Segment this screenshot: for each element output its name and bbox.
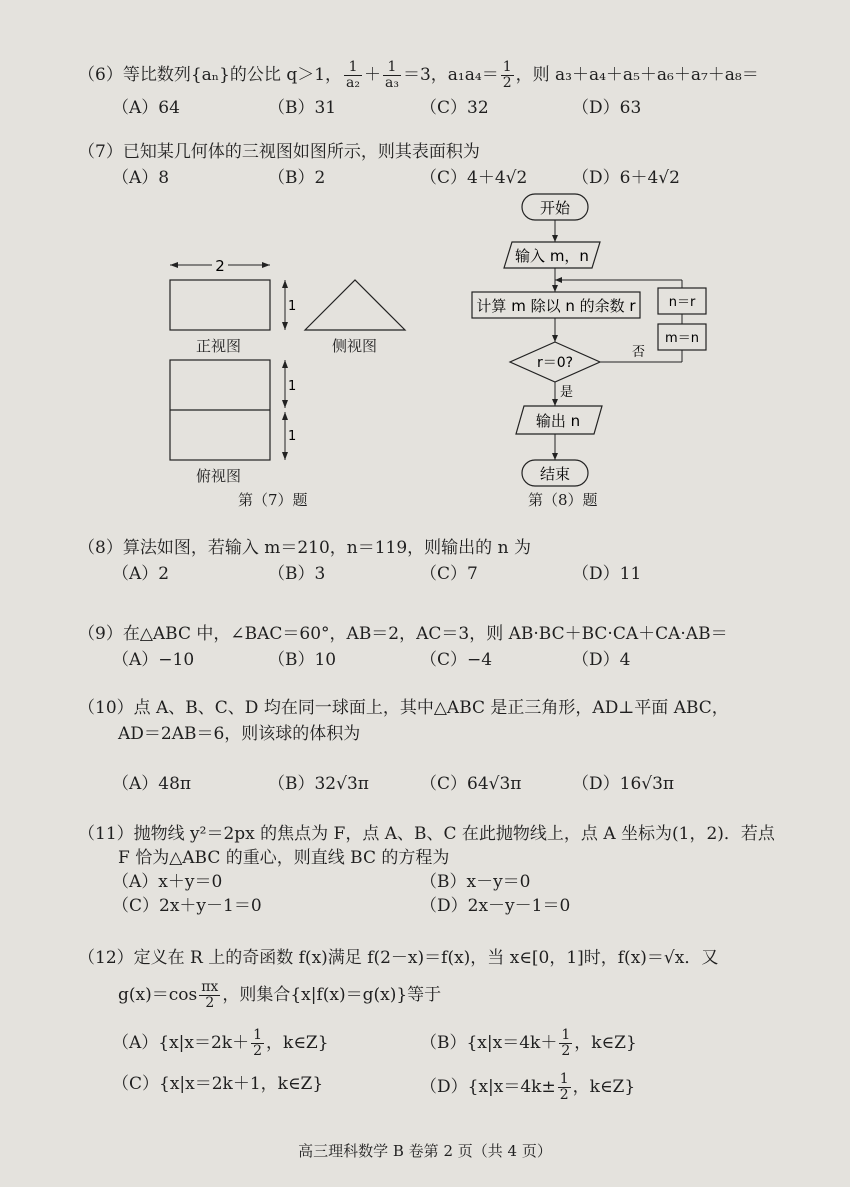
- q10-option-c: （C）64√3π: [420, 774, 522, 794]
- q9-option-d: （D）4: [572, 650, 631, 670]
- q6-frac2: $\frac{1}{\text{a₃}}$: [385, 59, 399, 91]
- q6-suffix: ，则 a₃＋a₄＋a₅＋a₆＋a₇＋a₈＝: [515, 65, 759, 85]
- fc-m-eq-n-text: m＝n: [665, 331, 699, 346]
- fc-end-text: 结束: [539, 465, 571, 483]
- q7-option-b: （B）2: [268, 168, 326, 188]
- q11-option-a: （A）x＋y＝0: [112, 872, 223, 892]
- q12-option-c: （C）{x|x＝2k＋1，k∈Z}: [112, 1074, 324, 1094]
- q7-option-c: （C）4＋4√2: [420, 168, 528, 188]
- q6-frac3: $\frac{1}{2}$: [502, 59, 512, 91]
- flowchart: [460, 190, 720, 520]
- question-9: （9）在△ABC 中，∠BAC＝60°，AB＝2，AC＝3，则 AB·BC＋BC·CA＋CA·AB＝: [78, 624, 728, 644]
- question-10-line2: AD＝2AB＝6，则该球的体积为: [118, 724, 361, 744]
- fc-yes-label: 是: [560, 385, 574, 400]
- dim-arrow-left: [170, 262, 178, 268]
- q7-option-a: （A）8: [112, 168, 170, 188]
- dim-1b-label: 1: [288, 379, 297, 394]
- q10-option-b: （B）32√3π: [268, 774, 369, 794]
- q6-option-d: （D）63: [572, 98, 642, 118]
- fc-decision-text: r＝0?: [536, 355, 574, 371]
- dim-1a-label: 1: [288, 299, 297, 314]
- q9-option-a: （A）−10: [112, 650, 195, 670]
- q9-option-c: （C）−4: [420, 650, 493, 670]
- question-12-line1: （12）定义在 R 上的奇函数 f(x)满足 f(2－x)＝f(x)，当 x∈[0，1]时，f(x)＝√x．又: [78, 948, 719, 968]
- q6-option-c: （C）32: [420, 98, 489, 118]
- q12-option-b: （B）{x|x＝4k＋ $\frac{1}{2}$ ，k∈Z}: [420, 1027, 637, 1059]
- question-6: （6）等比数列{aₙ}的公比 q＞1， $\frac{1}{\text{a₂}}$ ＋ $\frac{1}{\text{a₃}}$ ＝3，a₁a₄＝ $\frac{1}{2}$ ，则 a₃＋a₄＋a₅＋a₆＋a₇＋a₈＝: [78, 59, 759, 91]
- q12-option-a: （A）{x|x＝2k＋ $\frac{1}{2}$ ，k∈Z}: [112, 1027, 329, 1059]
- question-8: （8）算法如图，若输入 m＝210，n＝119，则输出的 n 为: [78, 538, 531, 558]
- front-view-label: 正视图: [196, 337, 242, 355]
- q8-option-c: （C）7: [420, 564, 478, 584]
- side-view-triangle: [305, 280, 405, 330]
- fc-output-text: 输出 n: [535, 412, 581, 430]
- fc-compute-text: 计算 m 除以 n 的余数 r: [476, 297, 636, 315]
- q7-option-d: （D）6＋4√2: [572, 168, 680, 188]
- fc-start-text: 开始: [539, 199, 571, 217]
- figure-7-caption: 第（7）题: [238, 491, 308, 509]
- question-7: （7）已知某几何体的三视图如图所示，则其表面积为: [78, 142, 480, 162]
- q11-option-d: （D）2x－y－1＝0: [420, 896, 571, 916]
- q8-option-a: （A）2: [112, 564, 170, 584]
- figure-8-caption: 第（8）题: [528, 491, 598, 509]
- q11-option-b: （B）x－y＝0: [420, 872, 531, 892]
- question-12-line2: g(x)＝cos $\frac{\pi x}{2}$ ，则集合{x|f(x)＝g(x)}等于: [118, 979, 442, 1011]
- q6-mid: ＝3，a₁a₄＝: [402, 65, 499, 85]
- side-view-label: 侧视图: [332, 337, 378, 355]
- q8-option-d: （D）11: [572, 564, 642, 584]
- three-view-diagram: [150, 250, 420, 520]
- q9-option-b: （B）10: [268, 650, 337, 670]
- fc-input-text: 输入 m，n: [515, 247, 589, 265]
- q10-option-a: （A）48π: [112, 774, 192, 794]
- dim-width-label: 2: [215, 257, 225, 275]
- q12-option-d: （D）{x|x＝4k± $\frac{1}{2}$ ，k∈Z}: [420, 1071, 636, 1103]
- q6-option-b: （B）31: [268, 98, 337, 118]
- fc-n-eq-r-text: n＝r: [668, 295, 696, 310]
- q6-prefix: （6）等比数列{aₙ}的公比 q＞1，: [78, 65, 343, 85]
- top-view-label: 俯视图: [196, 467, 242, 485]
- q6-option-a: （A）64: [112, 98, 180, 118]
- dim-1c-label: 1: [288, 429, 297, 444]
- front-view-rect: [170, 280, 270, 330]
- q8-option-b: （B）3: [268, 564, 326, 584]
- q10-option-d: （D）16√3π: [572, 774, 675, 794]
- question-11-line1: （11）抛物线 y²＝2px 的焦点为 F，点 A、B、C 在此抛物线上，点 A 坐标为(1，2)．若点: [78, 824, 775, 844]
- q6-frac1: $\frac{1}{\text{a₂}}$: [346, 59, 361, 91]
- fc-no-label: 否: [632, 345, 646, 360]
- q11-option-c: （C）2x＋y－1＝0: [112, 896, 262, 916]
- question-11-line2: F 恰为△ABC 的重心，则直线 BC 的方程为: [118, 848, 450, 868]
- page-footer: 高三理科数学 B 卷第 2 页（共 4 页）: [298, 1142, 552, 1160]
- dim-arrow-right: [262, 262, 270, 268]
- question-10-line1: （10）点 A、B、C、D 均在同一球面上，其中△ABC 是正三角形，AD⊥平面 ABC，: [78, 698, 729, 718]
